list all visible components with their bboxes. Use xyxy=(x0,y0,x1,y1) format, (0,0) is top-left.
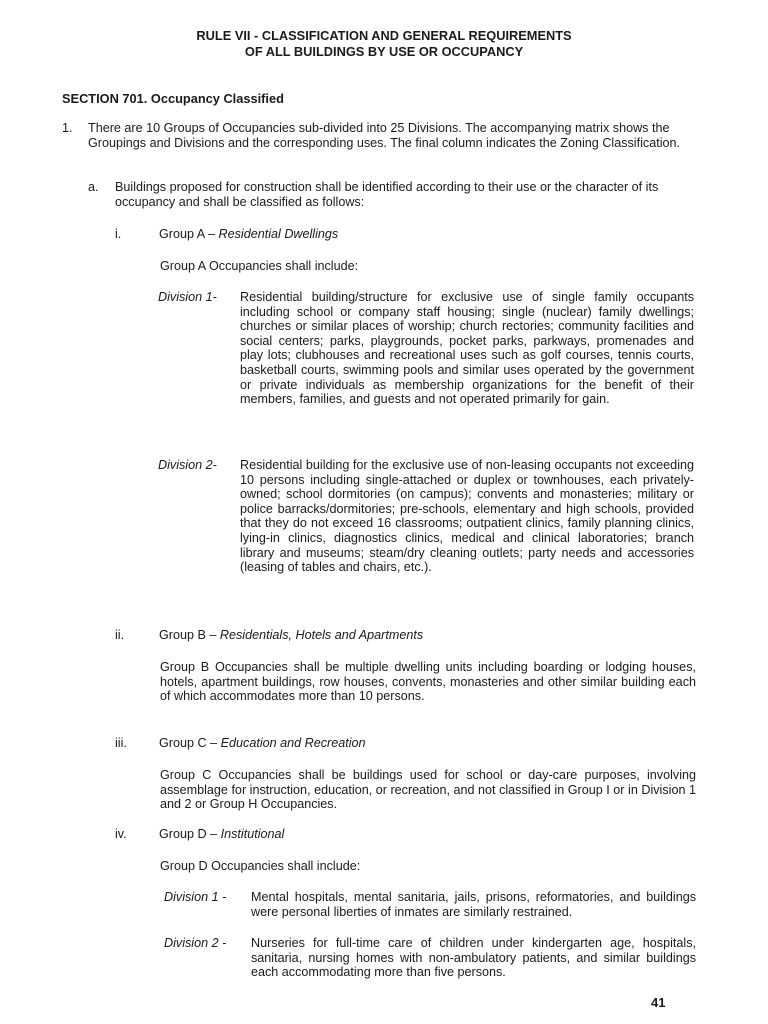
group-a-division-2 xyxy=(158,458,694,575)
division-label: Division 2- xyxy=(158,458,217,472)
division-text: Residential building/structure for exclusive use of single family occupants including school or company staff housing; single (nuclear) family dwellings; churches or similar places of worship; church rectories; community facilities and social centers; parks, playgrounds, pocket parks, parkways, promenades and play lots; clubhouses and recreational uses such as golf courses, tennis courts, basketball courts, swimming pools and similar uses operated by the government or private individuals as membership organizations for the benefit of their members, families, and guests and not operated primarily for gain. xyxy=(240,290,694,407)
group-c-intro: Group C Occupancies shall be buildings used for school or day-care purposes, involving assemblage for instruction, education, or recreation, and not classified in Group I or in Division 1 and 2 or Group H Occupancies. xyxy=(160,768,696,812)
group-c-label: Group C – xyxy=(159,736,221,750)
group-d-numeral: iv. xyxy=(115,827,127,841)
group-a-numeral: i. xyxy=(115,227,122,241)
item-a-text: Buildings proposed for construction shall be identified according to their use or the character of its occupancy and shall be classified as follows: xyxy=(115,180,659,209)
rule-title-line2: OF ALL BUILDINGS BY USE OR OCCUPANCY xyxy=(244,43,524,59)
division-label: Division 2 - xyxy=(164,936,227,950)
group-c-name: Education and Recreation xyxy=(220,736,366,750)
division-label: Division 1- xyxy=(158,290,217,304)
group-c-numeral: iii. xyxy=(115,736,127,750)
group-b-numeral: ii. xyxy=(115,628,125,642)
group-a-division-1 xyxy=(158,290,694,407)
division-text: Nurseries for full-time care of children under kindergarten age, hospitals, sanitaria, nursing homes with non-ambulatory patients, and similar buildings each accommodating more than five persons. xyxy=(251,936,696,980)
group-a-label: Group A – xyxy=(159,227,219,241)
item-1 xyxy=(62,121,702,150)
group-b-name: Residentials, Hotels and Apartments xyxy=(219,628,424,642)
item-1-text: There are 10 Groups of Occupancies sub-divided into 25 Divisions. The accompanying matrix shows the Groupings and Divisions and the corresponding uses. The final column indicates the Zoning Classification. xyxy=(88,121,681,150)
page-number: 41 xyxy=(651,995,666,1010)
group-d-intro: Group D Occupancies shall include: xyxy=(160,859,361,873)
division-text: Residential building for the exclusive use of non-leasing occupants not exceeding 10 persons including single-attached or duplex or townhouses, each privately-owned; school dormitories (on campus); convents and monasteries; military or police barracks/dormitories; pre-schools, elementary and high schools, provided that they do not exceed 16 classrooms; outpatient clinics, family planning clinics, lying-in clinics, diagnostics clinics, medical and clinical laboratories; branch library and museums; steam/dry cleaning outlets; party needs and accessories (leasing of tables and chairs, etc.). xyxy=(240,458,694,575)
rule-title xyxy=(0,28,768,59)
section-heading: SECTION 701. Occupancy Classified xyxy=(62,91,284,106)
item-1-number: 1. xyxy=(62,121,73,135)
group-d-division-1 xyxy=(164,890,696,919)
group-a-name: Residential Dwellings xyxy=(218,227,339,241)
group-a-intro: Group A Occupancies shall include: xyxy=(160,259,359,273)
group-d-label: Group D – xyxy=(159,827,221,841)
group-b-intro: Group B Occupancies shall be multiple dwelling units including boarding or lodging houses, hotels, apartment buildings, row houses, convents, monasteries and other similar building each of which accommodates more than 10 persons. xyxy=(160,660,696,704)
group-b-label: Group B – xyxy=(159,628,220,642)
division-text: Mental hospitals, mental sanitaria, jails, prisons, reformatories, and buildings were personal liberties of inmates are similarly restrained. xyxy=(251,890,696,919)
rule-title-line1: RULE VII - CLASSIFICATION AND GENERAL REQUIREMENTS xyxy=(196,28,572,43)
group-d-division-2 xyxy=(164,936,696,980)
group-d-name: Institutional xyxy=(220,827,285,841)
item-a-letter: a. xyxy=(88,180,99,194)
item-a xyxy=(88,180,702,209)
division-label: Division 1 - xyxy=(164,890,227,904)
